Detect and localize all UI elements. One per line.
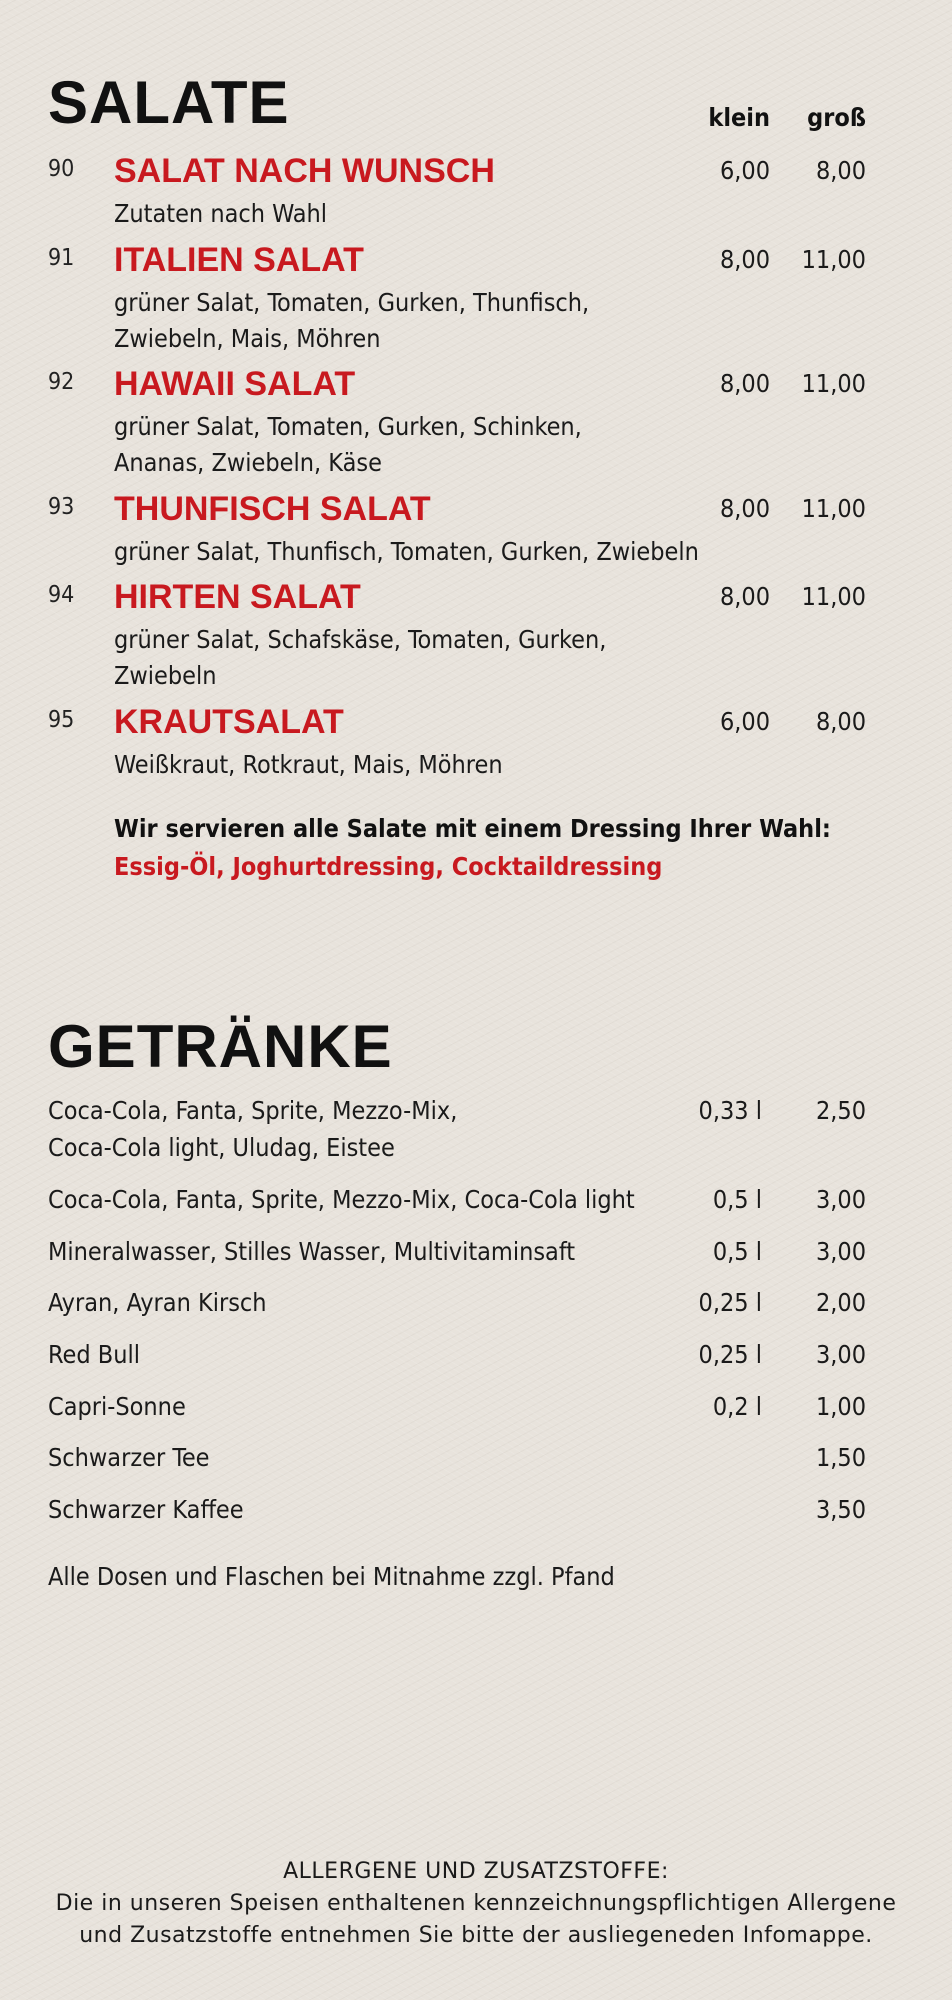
drink-volume: 0,33 l	[698, 1096, 762, 1125]
price-large: 8,00	[815, 156, 866, 185]
item-number: 95	[48, 707, 75, 733]
allergen-line-1: Die in unseren Speisen enthaltenen kennzeichnungspflichtigen Allergene	[55, 1891, 897, 1916]
drink-name: Schwarzer Tee	[48, 1443, 210, 1472]
drink-name: Schwarzer Kaffee	[48, 1495, 244, 1524]
item-description: Weißkraut, Rotkraut, Mais, Möhren	[114, 750, 503, 779]
drink-volume: 0,25 l	[698, 1288, 762, 1317]
price-small: 6,00	[719, 707, 770, 736]
salate-section-title: SALATE	[48, 69, 290, 136]
price-large: 11,00	[801, 369, 866, 398]
column-header-large: groß	[807, 103, 866, 132]
drink-price: 1,50	[815, 1443, 866, 1472]
price-small: 8,00	[719, 582, 770, 611]
price-large: 11,00	[801, 245, 866, 274]
item-description: grüner Salat, Tomaten, Gurken, Thunfisch, Zwiebeln, Mais, Möhren	[114, 288, 590, 353]
drink-price: 1,00	[815, 1392, 866, 1421]
drink-volume: 0,2 l	[712, 1392, 762, 1421]
item-name: HAWAII SALAT	[114, 365, 356, 403]
drink-price: 3,00	[815, 1185, 866, 1214]
price-small: 8,00	[719, 369, 770, 398]
drink-volume: 0,25 l	[698, 1340, 762, 1369]
drink-price: 2,00	[815, 1288, 866, 1317]
allergen-heading: ALLERGENE UND ZUSATZSTOFFE:	[283, 1859, 669, 1884]
item-name: THUNFISCH SALAT	[114, 490, 431, 528]
price-small: 8,00	[719, 494, 770, 523]
item-name: HIRTEN SALAT	[114, 578, 361, 616]
item-description: grüner Salat, Tomaten, Gurken, Schinken, Ananas, Zwiebeln, Käse	[114, 412, 582, 477]
item-number: 93	[48, 494, 75, 520]
item-description: grüner Salat, Schafskäse, Tomaten, Gurken, Zwiebeln	[114, 625, 607, 690]
drink-name: Capri-Sonne	[48, 1392, 186, 1421]
drink-price: 3,00	[815, 1340, 866, 1369]
drink-price: 3,50	[815, 1495, 866, 1524]
drink-volume: 0,5 l	[712, 1237, 762, 1266]
item-name: ITALIEN SALAT	[114, 241, 364, 279]
dressing-options: Essig-Öl, Joghurtdressing, Cocktaildressing	[114, 852, 663, 881]
drink-volume: 0,5 l	[712, 1185, 762, 1214]
allergen-line-2: und Zusatzstoffe entnehmen Sie bitte der ausliegeneden Infomappe.	[79, 1923, 873, 1948]
drink-price: 3,00	[815, 1237, 866, 1266]
item-number: 94	[48, 582, 75, 608]
drink-name: Red Bull	[48, 1340, 140, 1369]
allergen-notice	[0, 1856, 952, 1952]
item-name: KRAUTSALAT	[114, 703, 344, 741]
item-name: SALAT NACH WUNSCH	[114, 152, 495, 190]
price-large: 11,00	[801, 582, 866, 611]
item-number: 90	[48, 156, 75, 182]
drink-name: Coca-Cola, Fanta, Sprite, Mezzo-Mix, Coca-Cola light	[48, 1185, 635, 1214]
price-large: 11,00	[801, 494, 866, 523]
item-number: 92	[48, 369, 75, 395]
getraenke-section-title: GETRÄNKE	[48, 1013, 393, 1080]
item-description: Zutaten nach Wahl	[114, 199, 328, 228]
dressing-note	[114, 810, 831, 886]
item-description: grüner Salat, Thunfisch, Tomaten, Gurken, Zwiebeln	[114, 537, 699, 566]
price-large: 8,00	[815, 707, 866, 736]
drink-name: Ayran, Ayran Kirsch	[48, 1288, 267, 1317]
column-header-small: klein	[708, 103, 770, 132]
price-small: 8,00	[719, 245, 770, 274]
pfand-note: Alle Dosen und Flaschen bei Mitnahme zzgl. Pfand	[48, 1562, 615, 1591]
drink-name: Mineralwasser, Stilles Wasser, Multivitaminsaft	[48, 1237, 576, 1266]
price-small: 6,00	[719, 156, 770, 185]
drink-price: 2,50	[815, 1096, 866, 1125]
item-number: 91	[48, 245, 75, 271]
dressing-intro: Wir servieren alle Salate mit einem Dressing Ihrer Wahl:	[114, 814, 831, 843]
drink-name: Coca-Cola, Fanta, Sprite, Mezzo-Mix, Coca-Cola light, Uludag, Eistee	[48, 1096, 458, 1162]
